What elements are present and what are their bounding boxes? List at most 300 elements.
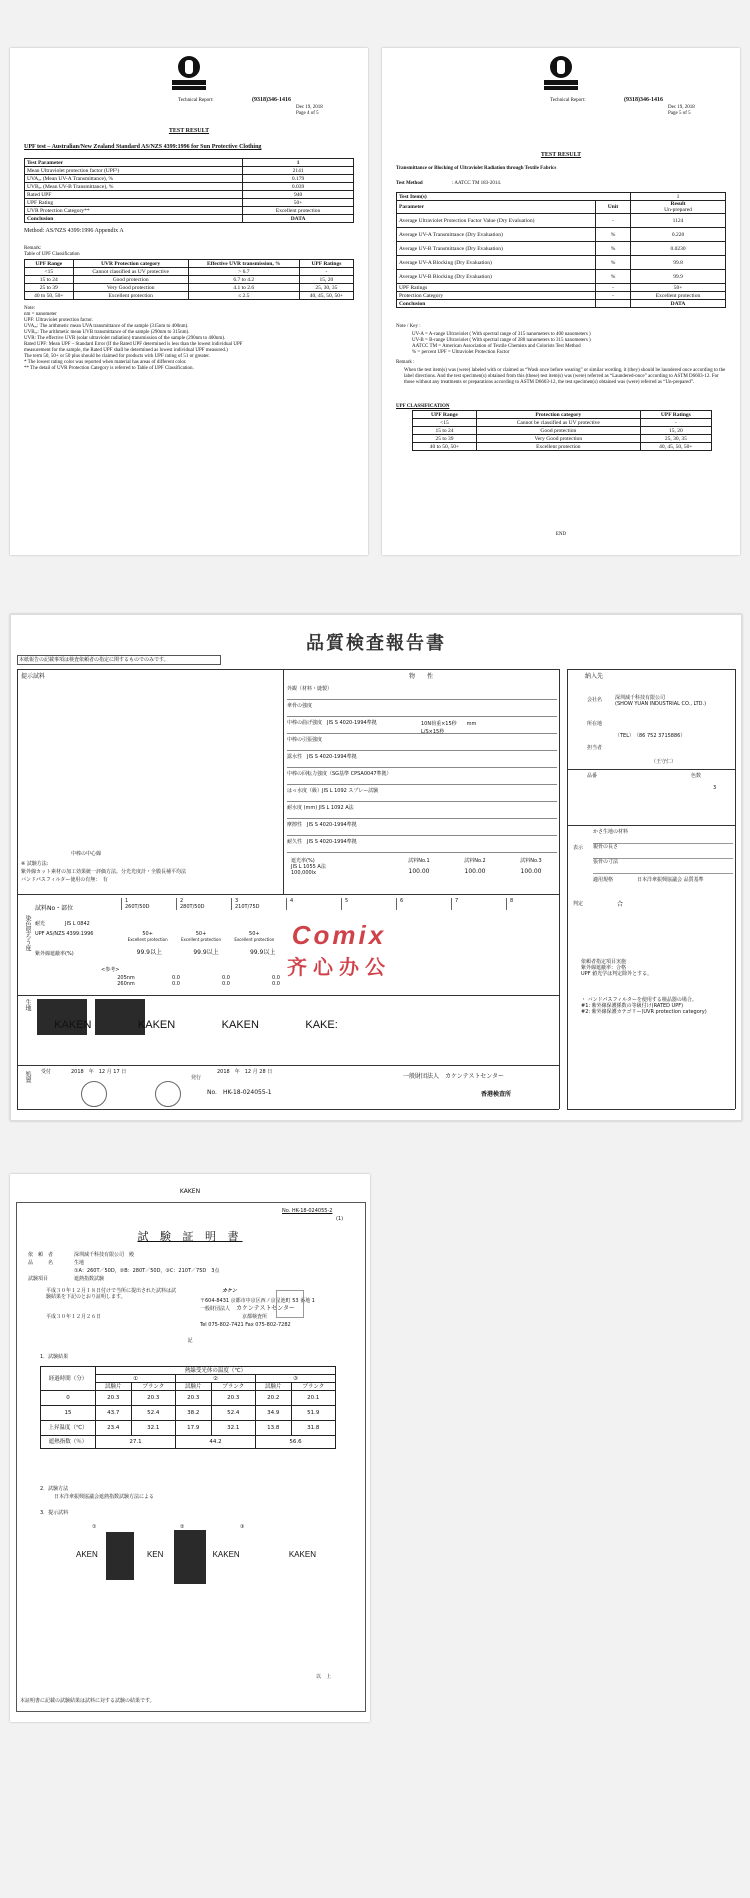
judge-label: 判定 bbox=[573, 901, 584, 907]
test-item: 遮熱指数試験 bbox=[74, 1276, 105, 1282]
upf-report-page-4 bbox=[10, 48, 368, 555]
frame-line bbox=[567, 825, 735, 826]
reference-page: (1) bbox=[336, 1216, 344, 1222]
certificate-date: 平成３０年１２月２６日 bbox=[46, 1314, 102, 1320]
shield-value: 100.00 bbox=[520, 868, 542, 875]
sample-column-header: 2 280T/50D bbox=[176, 898, 231, 910]
table-row bbox=[41, 1406, 336, 1421]
table-header-cell: 試験片 bbox=[255, 1383, 291, 1391]
side-label-handling: 処置 bbox=[24, 1071, 31, 1083]
note-line: AATCC TM = American Association of Textile Chemists and Colorists Test Method bbox=[412, 344, 581, 349]
table-header-cell: ブランク bbox=[291, 1383, 335, 1391]
address-label: 所在地 bbox=[587, 721, 603, 727]
upf-value: 50+ bbox=[249, 931, 260, 937]
table-row bbox=[397, 214, 726, 228]
upf-category: Excellent protection bbox=[234, 937, 275, 942]
bend-note: 10N荷重×15秒 mm bbox=[421, 721, 477, 727]
table-cell: 940 bbox=[243, 191, 354, 199]
upf-column bbox=[174, 931, 227, 943]
note-line: UPF: Ultraviolet protection factor. bbox=[24, 318, 93, 323]
ref-cell: 205nm bbox=[117, 975, 135, 981]
shield-values bbox=[391, 858, 559, 875]
client-label: 納入先 bbox=[585, 673, 604, 680]
fabric-label: KAKEN bbox=[54, 1019, 92, 1031]
ref-row bbox=[101, 981, 301, 987]
rub-standard: JIS L 0842 bbox=[65, 921, 90, 927]
table-cell: <15 bbox=[25, 268, 74, 276]
table-row bbox=[25, 199, 354, 207]
property-row: 耐水度 (mm) JIS L 1092 A法 bbox=[287, 802, 557, 819]
table-cell: % bbox=[596, 256, 631, 270]
note-line: UVR: The effective UVR (solar ultraviolet radiation) transmission of the sample (290nm to 400nm). bbox=[24, 336, 226, 341]
sample-label: KAKEN bbox=[212, 1550, 240, 1559]
ref-cell: 260nm bbox=[117, 981, 135, 987]
product-detail: ①A：260T／50D，②B：280T／50D，③C：210T／75D 3点 bbox=[74, 1268, 220, 1274]
table-header-cell: UVR Protection category bbox=[73, 260, 188, 268]
transmittance-subheading: Transmittance or Blocking of Ultraviolet Radiation through Textile Fabrics bbox=[396, 166, 557, 171]
sample-title: 3．提示試料 bbox=[40, 1510, 69, 1516]
table-cell: 50+ bbox=[243, 199, 354, 207]
table-header-cell: ③ bbox=[255, 1375, 335, 1383]
rub-label: 耐光 bbox=[35, 921, 46, 927]
shield-sample-label: 試料No.3 bbox=[520, 858, 542, 864]
sample-num-3: ③ bbox=[240, 1524, 245, 1530]
table-header-cell: Test Item(s) bbox=[397, 193, 631, 201]
table-cell: 50+ bbox=[631, 284, 726, 292]
table-cell: 上昇温度（℃） bbox=[41, 1421, 96, 1436]
table-row bbox=[413, 427, 712, 435]
shield-sample-label: 試料No.2 bbox=[464, 858, 486, 864]
property-row: 摩擦性 JIS S 4020-1994準拠 bbox=[287, 819, 557, 836]
table-cell: 20.3 bbox=[131, 1391, 175, 1406]
note-line: Rated UPF: Mean UPF – Standard Error (If the Rated UPF determined is less than the lowest individual UPF bbox=[24, 342, 243, 347]
table-cell: 40, 45, 50, 50+ bbox=[640, 443, 711, 451]
table-header-cell: ブランク bbox=[131, 1383, 175, 1391]
table-cell: 99.9 bbox=[631, 270, 726, 284]
table-cell: Average UV-A Transmittance (Dry Evaluation) bbox=[397, 228, 596, 242]
table-cell: Test Parameter bbox=[25, 159, 243, 167]
property-row: 耐久性 JIS S 4020-1994準拠 bbox=[287, 836, 557, 853]
table-cell: 0.039 bbox=[243, 183, 354, 191]
company-label: 会社名 bbox=[587, 697, 603, 703]
table-cell: 13.8 bbox=[255, 1421, 291, 1436]
table-cell: 40 to 50, 50+ bbox=[413, 443, 477, 451]
upf-category: Excellent protection bbox=[181, 937, 221, 942]
ref-cell: 0.0 bbox=[272, 981, 280, 987]
table-row bbox=[41, 1436, 336, 1449]
table-cell: Very Good protection bbox=[476, 435, 640, 443]
table-cell: 4.1 to 2.6 bbox=[188, 284, 299, 292]
person-label: 担当者 bbox=[587, 745, 603, 751]
table-row bbox=[25, 167, 354, 175]
method-note-3: バンドパスフィルター使用の有無： 有 bbox=[21, 877, 108, 883]
frame-line bbox=[17, 1065, 559, 1066]
apply-value: 日本洋傘振興協議会 品質基準 bbox=[637, 877, 704, 883]
bend-note-2: L/S×15秒 bbox=[421, 729, 445, 735]
table-header-row bbox=[413, 411, 712, 419]
testing-org: 一般財団法人 カケンテストセンター bbox=[403, 1073, 505, 1080]
shield-label: 遮光率(%) JIS L 1055 A法 100,000lx bbox=[291, 858, 326, 876]
comix-watermark bbox=[287, 920, 391, 980]
frame-line bbox=[17, 669, 18, 1109]
ref-cell: 0.0 bbox=[172, 981, 180, 987]
table-header-cell: Protection category bbox=[476, 411, 640, 419]
side-label-fabric: 生地 bbox=[24, 999, 31, 1011]
display-label: 表示 bbox=[573, 845, 584, 851]
upf-classification-title: UPF CLASSIFICATION bbox=[396, 404, 450, 409]
table-header-cell: UPF Ratings bbox=[299, 260, 353, 268]
receipt-statement: 平成３０年１２月１８日付けで当所に提出された試料は試験結果を下記のとおり証明します。 bbox=[46, 1288, 177, 1300]
note-line: Note: bbox=[24, 306, 36, 311]
ref-cell: 0.0 bbox=[172, 975, 180, 981]
report-number: (9318)346-1416 bbox=[252, 97, 291, 103]
sample-column-header: 8 bbox=[506, 898, 561, 910]
table-cell: 40, 45, 50, 50+ bbox=[299, 292, 353, 300]
table-cell: UPF Ratings bbox=[397, 284, 596, 292]
uv-label: 紫外線遮蔽率(%) bbox=[35, 951, 74, 957]
org-logo: カケン bbox=[222, 1288, 237, 1294]
upf-classification-table bbox=[24, 259, 354, 300]
method-title: 2．試験方法 bbox=[40, 1486, 69, 1492]
note-line: UVBₐᵥ: The arithmetic mean UVB transmittance of the sample (290nm to 315nm). bbox=[24, 330, 190, 335]
note-line: The term 50, 50+ or 50 plus should be claimed for products with UPF rating of 51 or greater. bbox=[24, 354, 210, 359]
table-cell: 52.4 bbox=[131, 1406, 175, 1421]
sample-label: KAKEN bbox=[288, 1550, 316, 1559]
table-header-cell: Parameter bbox=[397, 201, 596, 214]
table-cell: Excellent protection bbox=[476, 443, 640, 451]
table-cell: Cannot classified as UV protective bbox=[73, 268, 188, 276]
sample-column-header: 1 260T/50D bbox=[121, 898, 176, 910]
table-cell: % bbox=[596, 242, 631, 256]
table-cell: 32.1 bbox=[211, 1421, 255, 1436]
property-row: はっ水度（級）JIS L 1092 スプレー試験 bbox=[287, 785, 557, 802]
table-cell: 15 bbox=[41, 1406, 96, 1421]
table-cell: 6.7 to 4.2 bbox=[188, 276, 299, 284]
table-header-cell: 1 bbox=[631, 193, 726, 201]
report-number: No. HK-18-024055-1 bbox=[207, 1089, 272, 1096]
table-row bbox=[25, 207, 354, 215]
table-cell: 20.3 bbox=[175, 1391, 211, 1406]
table-cell: 23.4 bbox=[96, 1421, 132, 1436]
sample-row-label: 試料No・部位 bbox=[35, 905, 74, 912]
report-title: 品質検査報告書 bbox=[306, 633, 446, 654]
fabric-labels bbox=[31, 1019, 361, 1031]
upf-values bbox=[121, 931, 281, 943]
table-row bbox=[413, 419, 712, 427]
table-row bbox=[25, 191, 354, 199]
table-cell: DATA bbox=[243, 215, 354, 223]
table-header-row bbox=[25, 260, 354, 268]
table-row bbox=[413, 443, 712, 451]
frame-line bbox=[735, 669, 736, 1109]
table-row bbox=[25, 292, 354, 300]
table-cell: 38.2 bbox=[175, 1406, 211, 1421]
bureau-veritas-logo-icon bbox=[172, 56, 206, 90]
uv-value: 99.9以上 bbox=[136, 949, 163, 956]
remark-text: When the test item(s) was (were) labeled with or claimed as “Wash once before wearing” or similar wording, it (they) should be laundered once according to the label directions. And the test specimen(s) obtained from this (these) test item(s) was (were) referred as “Laundered-once” according to ASTM D6603-12. For those without any treatments or preparations according to ASTM D6603-12, the test specimen(s) obtained was (were) referred as “Un-prepared”. bbox=[404, 368, 726, 385]
bureau-veritas-logo-icon bbox=[544, 56, 578, 90]
shield-column bbox=[447, 858, 503, 875]
ref-label: <参考> bbox=[101, 967, 120, 973]
method-note-1: ※ 試験方法: bbox=[21, 861, 49, 867]
table-cell: Average UV-A Blocking (Dry Evaluation) bbox=[397, 256, 596, 270]
item-label: 品番 bbox=[587, 773, 598, 779]
fabric-label: KAKEN bbox=[137, 1019, 176, 1031]
frame-line bbox=[567, 769, 735, 770]
table-row bbox=[397, 256, 726, 270]
table-cell: 20.3 bbox=[211, 1391, 255, 1406]
table-row bbox=[397, 228, 726, 242]
table-cell: 1 bbox=[243, 159, 354, 167]
frame-line bbox=[283, 669, 284, 894]
test-method-label: Test Method bbox=[396, 181, 423, 186]
test-result-heading: TEST RESULT bbox=[540, 152, 582, 158]
table-cell: 32.1 bbox=[131, 1421, 175, 1436]
table-header-cell: 試験片 bbox=[96, 1383, 132, 1391]
client: 深圳減千科技有限公司 殿 bbox=[74, 1252, 135, 1258]
table-row bbox=[25, 183, 354, 191]
shield-column bbox=[391, 858, 447, 875]
display-item: かさ生地の材料 bbox=[593, 829, 733, 844]
product: 生地 bbox=[74, 1260, 85, 1266]
issue-label: 発行 bbox=[191, 1075, 202, 1081]
person-name: （王守仁） bbox=[651, 759, 677, 765]
table-row bbox=[41, 1421, 336, 1436]
table-cell: 15, 20 bbox=[299, 276, 353, 284]
uv-transmittance-report-page-5 bbox=[382, 48, 740, 555]
sample-num-1: ① bbox=[92, 1524, 97, 1530]
table-header-cell: ブランク bbox=[211, 1383, 255, 1391]
property-row: 外観（材料・縫製） bbox=[287, 683, 557, 700]
table-header-cell: 熱線受光体の温度（℃） bbox=[96, 1367, 336, 1375]
display-list bbox=[593, 829, 733, 874]
property-list bbox=[287, 683, 557, 853]
uv-value: 99.9以上 bbox=[193, 949, 219, 956]
band-filter-notes: ・ バンドパスフィルターを使用する検品器の場合。 #1: 紫外線保護係数の等級付け(RATED UPF) #2: 紫外線保護カテゴリー(UVR protection category) bbox=[581, 997, 707, 1015]
table-cell: - bbox=[596, 284, 631, 292]
remark-title: Remark : bbox=[396, 360, 415, 365]
sample-label: AKEN bbox=[76, 1550, 98, 1559]
sample-column-header: 4 bbox=[286, 898, 341, 910]
method-line: Method: AS/NZS 4399:1996 Appendix A bbox=[24, 228, 124, 234]
table-header-cell: Unit bbox=[596, 201, 631, 214]
report-number: (9318)346-1416 bbox=[624, 97, 663, 103]
property-row: 傘骨の強度 bbox=[287, 700, 557, 717]
side-label-dye: 染色堅ろう度 bbox=[24, 915, 31, 951]
table-row bbox=[25, 215, 354, 223]
table-cell: 2141 bbox=[243, 167, 354, 175]
table-header-cell: Effective UVR transmission, % bbox=[188, 260, 299, 268]
table-cell: Cannot be classified as UV protective bbox=[476, 419, 640, 427]
table-cell: 15 to 24 bbox=[413, 427, 477, 435]
table-cell: 44.2 bbox=[175, 1436, 255, 1449]
table-cell: - bbox=[640, 419, 711, 427]
method-note-2: 紫外線カット素材の加工効果統一評価方法。分光光度計・全膜長補平均法 bbox=[21, 869, 186, 875]
table-cell: 20.1 bbox=[291, 1391, 335, 1406]
section-mark: 記 bbox=[187, 1338, 193, 1344]
stamp-icon bbox=[81, 1081, 107, 1107]
note-key-title: Note / Key : bbox=[396, 324, 421, 329]
received-label: 受付 bbox=[41, 1069, 52, 1075]
color-label: 色数 bbox=[691, 773, 702, 779]
sample-columns bbox=[121, 898, 561, 910]
shield-value: 100.00 bbox=[408, 868, 430, 875]
note-line: nm = nanometer bbox=[24, 312, 57, 317]
org-name: カケンテストセンター bbox=[236, 1305, 296, 1312]
table-cell: - bbox=[596, 292, 631, 300]
shield-sample-label: 試料No.1 bbox=[408, 858, 430, 864]
tel: （TEL） （86 752 3715886） bbox=[615, 733, 686, 739]
table-header-row bbox=[397, 193, 726, 201]
remark-label: Remark: bbox=[24, 246, 42, 251]
kaken-top-label: KAKEN bbox=[179, 1188, 201, 1195]
note-line: UV-B = B-range Ultraviolet ( With spectral range of 280 nanometers to 315 nanometers ) bbox=[412, 338, 591, 343]
fabric-label: KAKEN bbox=[221, 1019, 259, 1031]
report-date: Dec 19, 2018 bbox=[668, 105, 695, 110]
table-cell: 27.1 bbox=[96, 1436, 176, 1449]
org-address: 〒604-8431 京都市中京区西ノ京星池町 53 番地 1 bbox=[200, 1298, 315, 1304]
table-header-cell: UPF Ratings bbox=[640, 411, 711, 419]
table-cell: UVR Protection Category** bbox=[25, 207, 243, 215]
note-line: * The lowest rating color was reported when material has areas of different color. bbox=[24, 360, 187, 365]
property-row: 中棒の曲げ強度 JIS S 4020-1994準拠 bbox=[287, 717, 557, 734]
org-type: 一般財団法人 bbox=[200, 1306, 231, 1312]
frame-line bbox=[17, 995, 559, 996]
table-cell: Good protection bbox=[73, 276, 188, 284]
table-cell: UVAₐᵥ (Mean UV-A Transmittance), % bbox=[25, 175, 243, 183]
property-row: 露水性 JIS S 4020-1994準拠 bbox=[287, 751, 557, 768]
sample-column-header: 3 210T/75D bbox=[231, 898, 286, 910]
method: 日本洋傘振興協議会遮熱指数試験方法による bbox=[54, 1494, 155, 1500]
sample-labels bbox=[76, 1550, 316, 1559]
table-row bbox=[25, 276, 354, 284]
table-row bbox=[397, 270, 726, 284]
seal-icon bbox=[276, 1290, 304, 1318]
table-cell: DATA bbox=[631, 300, 726, 308]
table-cell: 15, 20 bbox=[640, 427, 711, 435]
client-label: 依 頼 者 bbox=[28, 1252, 54, 1258]
org-branch: 京都検査所 bbox=[242, 1314, 268, 1320]
table-cell: 20.3 bbox=[96, 1391, 132, 1406]
shield-column bbox=[503, 858, 559, 875]
report-label: Technical Report: bbox=[178, 98, 214, 103]
frame-line bbox=[17, 1109, 559, 1110]
table-header-cell: UPF Range bbox=[25, 260, 74, 268]
watermark-cn: 齐心办公 bbox=[287, 955, 391, 979]
table-cell: 15 to 24 bbox=[25, 276, 74, 284]
table-row bbox=[397, 284, 726, 292]
table-cell: 51.9 bbox=[291, 1406, 335, 1421]
table-header-cell: ① bbox=[96, 1375, 176, 1383]
table-cell: Conclusion bbox=[25, 215, 243, 223]
table-cell: Mean Ultraviolet protection factor (UPF¹) bbox=[25, 167, 243, 175]
result-title: 1．試験結果 bbox=[40, 1354, 69, 1360]
table-cell: % bbox=[596, 228, 631, 242]
table-cell: 25 to 39 bbox=[413, 435, 477, 443]
upf-subheading: UPF test – Australian/New Zealand Standard AS/NZS 4399:1996 for Sun Protective Clothing bbox=[24, 144, 262, 150]
table-header-row bbox=[397, 201, 726, 214]
upf-value: 50+ bbox=[142, 931, 153, 937]
table-cell: % bbox=[596, 270, 631, 284]
uv-values bbox=[121, 949, 291, 956]
note-line: UVAₐᵥ: The arithmetic mean UVA transmittance of the sample (315nm to 400nm). bbox=[24, 324, 189, 329]
color-count: 3 bbox=[713, 785, 717, 791]
judge-value: 合 bbox=[617, 901, 624, 908]
ref-cell: 0.0 bbox=[222, 981, 230, 987]
apply-label: 適用規格 bbox=[593, 877, 614, 883]
ref-table bbox=[101, 975, 301, 987]
table-header-cell: 試験片 bbox=[175, 1383, 211, 1391]
report-page: Page 4 of 5 bbox=[296, 111, 319, 116]
table-cell: Average UV-B Blocking (Dry Evaluation) bbox=[397, 270, 596, 284]
sample-label: 提示試料 bbox=[21, 673, 46, 680]
upf-classification-table bbox=[412, 410, 712, 451]
table-cell: Good protection bbox=[476, 427, 640, 435]
table-header-cell: ② bbox=[175, 1375, 255, 1383]
reference-number: No. HK-18-024055-2 bbox=[282, 1208, 333, 1214]
table-cell: Excellent protection bbox=[243, 207, 354, 215]
table-row bbox=[397, 292, 726, 300]
table-cell: <15 bbox=[413, 419, 477, 427]
frame-line bbox=[17, 669, 559, 670]
note-key-list bbox=[412, 332, 722, 356]
company-name: 深圳減千科技有限公司 (SHOW YUAN INDUSTRIAL CO., LTD.) bbox=[615, 695, 707, 707]
table-cell: 25, 30, 35 bbox=[640, 435, 711, 443]
classification-title: Table of UPF Classification bbox=[24, 252, 80, 257]
table-cell: 25, 30, 35 bbox=[299, 284, 353, 292]
table-cell: 34.9 bbox=[255, 1406, 291, 1421]
test-result-heading: TEST RESULT bbox=[168, 128, 210, 134]
quality-inspection-report bbox=[10, 614, 742, 1121]
table-cell: 20.2 bbox=[255, 1391, 291, 1406]
table-cell: 31.8 bbox=[291, 1421, 335, 1436]
testing-branch: 香港検査所 bbox=[481, 1091, 512, 1098]
product-label: 品 名 bbox=[28, 1260, 54, 1266]
heat-result-table bbox=[40, 1366, 336, 1449]
table-cell: 0.0230 bbox=[631, 242, 726, 256]
table-header-cell bbox=[631, 201, 726, 214]
center-line-label: 中棒の中心線 bbox=[71, 851, 102, 857]
note-line: UV-A = A-range Ultraviolet ( With spectral range of 315 nanometers to 400 nanometers ) bbox=[412, 332, 591, 337]
report-page: Page 5 of 5 bbox=[668, 111, 691, 116]
table-cell: ≤ 2.5 bbox=[188, 292, 299, 300]
frame-line bbox=[17, 894, 559, 895]
shield-value: 100.00 bbox=[464, 868, 486, 875]
property-row: 中棒の回転力強度（SG基準 CPSA0047準拠） bbox=[287, 768, 557, 785]
table-cell: - bbox=[596, 214, 631, 228]
upf-result-table bbox=[24, 158, 354, 223]
table-cell: > 6.7 bbox=[188, 268, 299, 276]
upf-value: 50+ bbox=[195, 931, 207, 937]
table-header-row bbox=[41, 1367, 336, 1375]
sample-column-header: 7 bbox=[451, 898, 506, 910]
table-row bbox=[25, 175, 354, 183]
top-note: 本紙報告の記載事項は検査依頼者の指定に関するものでのみです。 bbox=[17, 655, 221, 665]
fabric-label: KAKE: bbox=[305, 1019, 338, 1031]
result-sublabel: Un-prepared bbox=[664, 207, 692, 213]
table-row bbox=[413, 435, 712, 443]
table-cell: UVBₐᵥ (Mean UV-B Transmittance), % bbox=[25, 183, 243, 191]
frame-line bbox=[567, 669, 735, 670]
table-cell: 0 bbox=[41, 1391, 96, 1406]
frame-line bbox=[559, 669, 560, 1109]
table-cell: 0.220 bbox=[631, 228, 726, 242]
ref-cell: 0.0 bbox=[272, 975, 280, 981]
frame-line bbox=[567, 1109, 735, 1110]
note-line: measurement for the sample, the Rated UPF shall be determined as lowest individual UPF measured.) bbox=[24, 348, 228, 353]
note-line: ** The detail of UVR Protection Category is referred to Table of UPF Classification. bbox=[24, 366, 194, 371]
received-date: 2018 年 12 月 17 日 bbox=[71, 1069, 127, 1075]
